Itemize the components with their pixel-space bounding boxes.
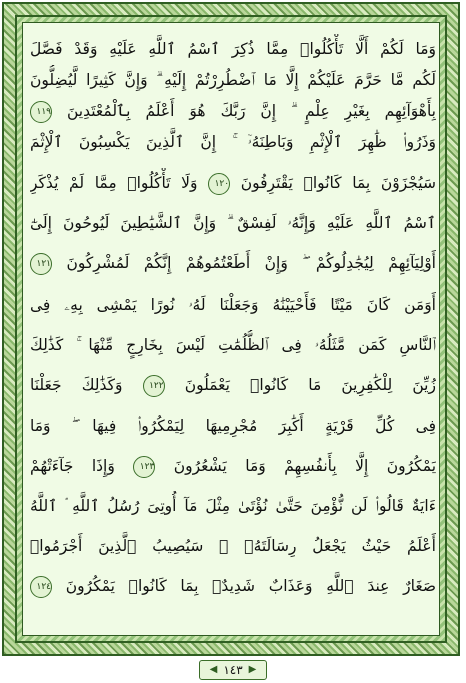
page-number: ١٤٣ [223, 662, 243, 677]
ayah-number-marker: ١٢٢ [143, 375, 165, 397]
text-line: زُيِّنَ لِلْكَٰفِرِينَ مَا كَانُوا۟ يَعْمَلُونَ ١٢٢ وَكَذَٰلِكَ جَعَلْنَا [30, 370, 436, 400]
ayah-number-marker: ١٢٠ [208, 173, 230, 195]
text-line: لَكُم مَّا حَرَّمَ عَلَيْكُمْ إِلَّا مَا ٱضْطُرِرْتُمْ إِلَيْهِ ۗ وَإِنَّ كَثِيرًا لَّيُضِلُّونَ [30, 71, 436, 89]
text-line: أَعْلَمُ حَيْثُ يَجْعَلُ رِسَالَتَهُۥ ۗ سَيُصِيبُ ٱلَّذِينَ أَجْرَمُوا۟ [30, 537, 436, 555]
text-line: صَغَارٌ عِندَ ٱللَّهِ وَعَذَابٌ شَدِيدٌۢ بِمَا كَانُوا۟ يَمْكُرُونَ ١٢٤ [30, 571, 436, 601]
text-line: يَمْكُرُونَ إِلَّا بِأَنفُسِهِمْ وَمَا يَشْعُرُونَ ١٢٣ وَإِذَا جَآءَتْهُمْ [30, 451, 436, 481]
previous-page-arrow-icon[interactable]: ◀ [209, 664, 218, 675]
text-line: أَوَمَن كَانَ مَيْتًا فَأَحْيَيْنَٰهُ وَجَعَلْنَا لَهُۥ نُورًا يَمْشِى بِهِۦ فِى [30, 296, 436, 314]
text-line: ءَايَةٌ قَالُوا۟ لَن نُّؤْمِنَ حَتَّىٰ نُؤْتَىٰ مِثْلَ مَآ أُوتِىَ رُسُلُ ٱللَّهِ ۘ ٱللَّهُ [30, 497, 436, 515]
text-line: فِى كُلِّ قَرْيَةٍ أَكَٰبِرَ مُجْرِمِيهَا لِيَمْكُرُوا۟ فِيهَا ۖ وَمَا [30, 417, 436, 435]
text-line: وَمَا لَكُمْ أَلَّا تَأْكُلُوا۟ مِمَّا ذُكِرَ ٱسْمُ ٱللَّهِ عَلَيْهِ وَقَدْ فَصَّلَ [30, 40, 436, 58]
page-number-box [199, 660, 268, 680]
ayah-number-marker: ١٢٣ [133, 456, 155, 478]
ayah-number-marker: ١١٩ [30, 101, 52, 123]
page-footer [0, 656, 466, 683]
next-page-arrow-icon[interactable]: ▶ [248, 664, 257, 675]
quran-text [30, 34, 436, 630]
text-line: ٱلنَّاسِ كَمَن مَّثَلُهُۥ فِى ٱلظُّلُمَٰتِ لَيْسَ بِخَارِجٍ مِّنْهَا ۚ كَذَٰلِكَ [30, 336, 436, 354]
text-line: وَذَرُوا۟ ظَٰهِرَ ٱلْإِثْمِ وَبَاطِنَهُۥٓ ۚ إِنَّ ٱلَّذِينَ يَكْسِبُونَ ٱلْإِثْمَ [30, 133, 436, 151]
ayah-number-marker: ١٢١ [30, 253, 52, 275]
text-line: أَوْلِيَآئِهِمْ لِيُجَٰدِلُوكُمْ ۖ وَإِنْ أَطَعْتُمُوهُمْ إِنَّكُمْ لَمُشْرِكُونَ ١٢١ [30, 248, 436, 278]
text-line: بِأَهْوَآئِهِم بِغَيْرِ عِلْمٍ ۗ إِنَّ رَبَّكَ هُوَ أَعْلَمُ بِٱلْمُعْتَدِينَ ١١٩ [30, 96, 436, 126]
text-line: ٱسْمُ ٱللَّهِ عَلَيْهِ وَإِنَّهُۥ لَفِسْقٌ ۗ وَإِنَّ ٱلشَّيَٰطِينَ لَيُوحُونَ إِلَىٰٓ [30, 214, 436, 232]
text-line: سَيُجْزَوْنَ بِمَا كَانُوا۟ يَقْتَرِفُونَ ١٢٠ وَلَا تَأْكُلُوا۟ مِمَّا لَمْ يُذْكَرِ [30, 168, 436, 198]
ayah-number-marker: ١٢٤ [30, 576, 52, 598]
